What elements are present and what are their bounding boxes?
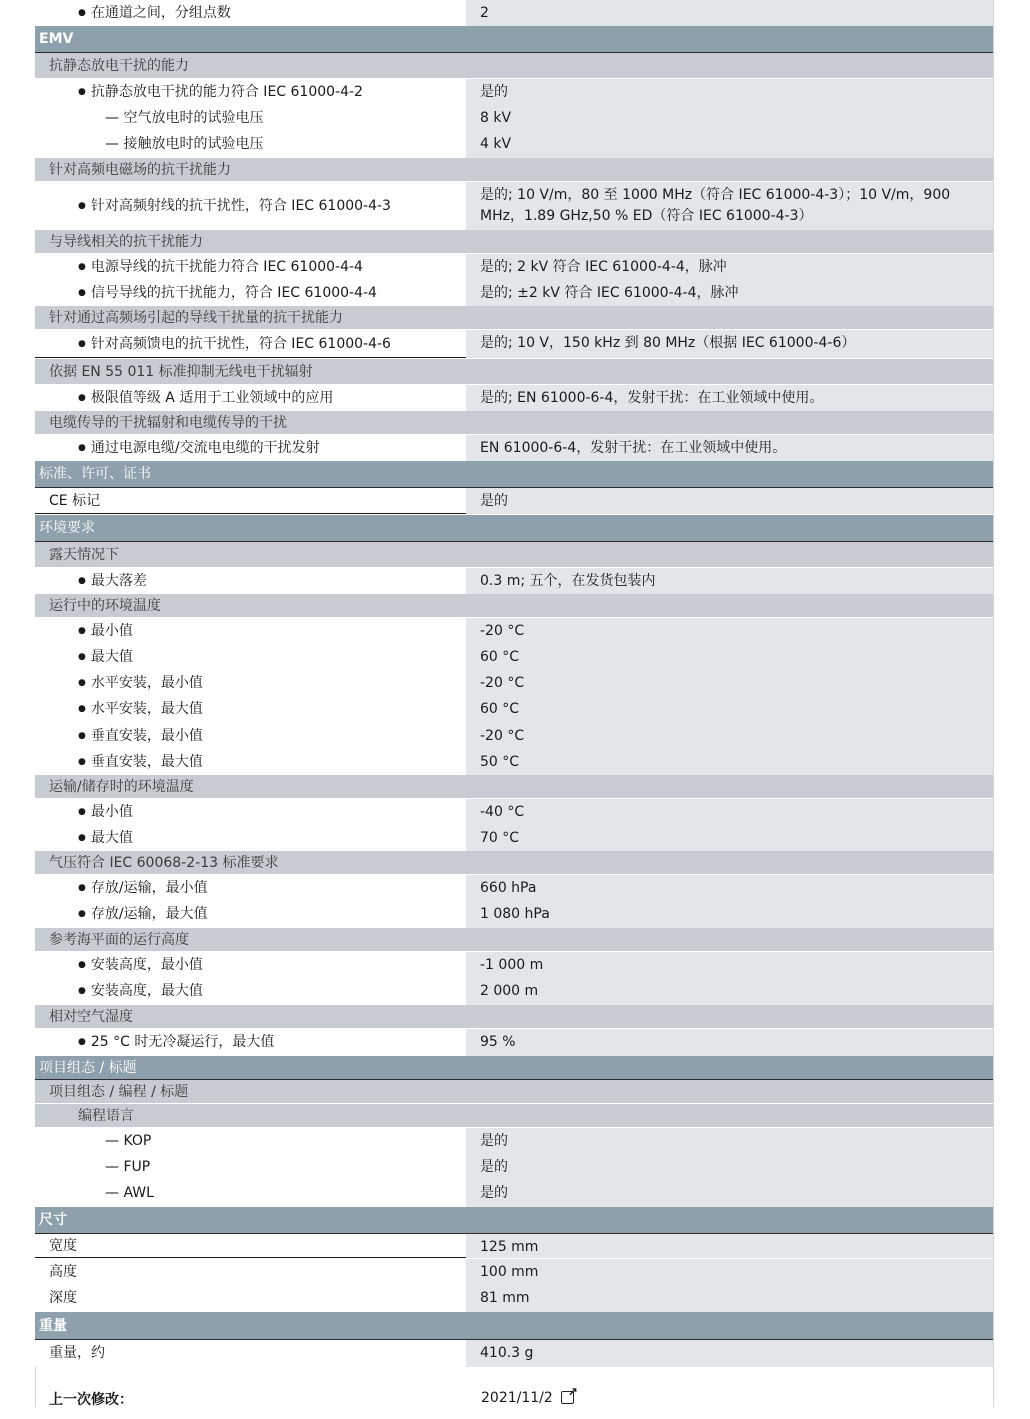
spec-label: ● 安装高度，最小值 [78, 957, 203, 973]
spec-row [35, 825, 994, 851]
group-header [35, 775, 994, 799]
spec-label: ● 最小值 [78, 804, 133, 820]
spec-row [35, 1154, 994, 1180]
spec-label: ● 25 °C 时无冷凝运行，最大值 [78, 1034, 274, 1050]
spec-label: ● 最大值 [78, 649, 133, 665]
group-title: 抗静态放电干扰的能力 [49, 58, 189, 74]
spec-row [35, 280, 994, 306]
group-title: 运行中的环境温度 [49, 598, 161, 614]
spec-row [35, 1340, 994, 1367]
spec-value: 60 °C [466, 696, 994, 723]
group-title: 气压符合 IEC 60068-2-13 标准要求 [49, 855, 279, 871]
spec-value: -40 °C [466, 799, 994, 825]
group-header [35, 411, 994, 435]
group-header [35, 359, 994, 385]
spec-value: 是的 [466, 1180, 994, 1207]
spec-label: ● 水平安装，最大值 [78, 701, 203, 717]
spec-label: ● 通过电源电缆/交流电电缆的干扰发射 [78, 440, 320, 456]
group-header [35, 594, 994, 618]
spec-label: ● 信号导线的抗干扰能力，符合 IEC 61000-4-4 [78, 285, 377, 301]
spec-label: — FUP [105, 1159, 150, 1175]
group-header [35, 53, 994, 79]
last-modified-label: 上一次修改： [49, 1392, 133, 1408]
spec-row [35, 1128, 994, 1154]
spec-row [35, 1285, 994, 1312]
spec-value: 95 % [466, 1029, 994, 1056]
group-header [35, 230, 994, 254]
spec-label: ● 电源导线的抗干扰能力符合 IEC 61000-4-4 [78, 259, 363, 275]
spec-row [35, 749, 994, 775]
group-title: 与导线相关的抗干扰能力 [49, 234, 203, 250]
group-title: 针对通过高频场引起的导线干扰量的抗干扰能力 [49, 310, 343, 326]
spec-label: ● 存放/运输，最大值 [78, 906, 208, 922]
spec-sheet [35, 0, 994, 1367]
spec-label: ● 针对高频射线的抗干扰性，符合 IEC 61000-4-3 [78, 198, 391, 214]
section-header [35, 26, 994, 53]
spec-value: 是的; 10 V/m，80 至 1000 MHz（符合 IEC 61000-4-3）；10 V/m，900 MHz，1.89 GHz,50 % ED（符合 IEC 61000-4-3） [466, 182, 994, 230]
last-modified-row [35, 1389, 994, 1409]
spec-value: 660 hPa [466, 875, 994, 901]
group-title: 参考海平面的运行高度 [49, 932, 189, 948]
group-title: 运输/储存时的环境温度 [49, 779, 194, 795]
spec-row [35, 385, 994, 411]
group-header [35, 1005, 994, 1029]
spec-row [35, 0, 994, 26]
spec-row [35, 644, 994, 670]
group-title: 露天情况下 [49, 547, 119, 563]
spec-label: ● 安装高度，最大值 [78, 983, 203, 999]
spec-label: CE 标记 [49, 493, 101, 509]
group-header [35, 1104, 994, 1128]
section-header [35, 461, 994, 488]
section-title: 尺寸 [39, 1212, 67, 1228]
spec-label: ● 最大落差 [78, 573, 147, 589]
spec-value: -1 000 m [466, 952, 994, 978]
spec-label: ● 极限值等级 A 适用于工业领域中的应用 [78, 390, 333, 406]
section-title: EMV [39, 31, 74, 47]
spec-value: 50 °C [466, 749, 994, 775]
spec-value: 410.3 g [466, 1340, 994, 1367]
spec-value: 60 °C [466, 644, 994, 670]
spec-label: ● 存放/运输，最小值 [78, 880, 208, 896]
spec-row [35, 618, 994, 644]
group-title: 编程语言 [78, 1108, 134, 1124]
external-link-icon[interactable] [561, 1391, 574, 1404]
spec-label: ● 最大值 [78, 830, 133, 846]
spec-row [35, 1029, 994, 1056]
spec-label: ● 最小值 [78, 623, 133, 639]
spec-label: 重量，约 [49, 1345, 105, 1361]
spec-value: 是的; ±2 kV 符合 IEC 61000-4-4，脉冲 [466, 280, 994, 306]
spec-value: 70 °C [466, 825, 994, 851]
spec-value: 是的 [466, 1154, 994, 1180]
spec-value: -20 °C [466, 618, 994, 644]
group-header [35, 1080, 994, 1104]
spec-value: 是的; 2 kV 符合 IEC 61000-4-4，脉冲 [466, 254, 994, 280]
spec-label: — AWL [105, 1185, 154, 1201]
spec-value: -20 °C [466, 670, 994, 696]
spec-value: 100 mm [466, 1259, 994, 1285]
spec-row [35, 182, 994, 230]
spec-row [35, 330, 994, 359]
spec-value: 4 kV [466, 131, 994, 158]
spec-row [35, 952, 994, 978]
spec-row [35, 105, 994, 131]
spec-label: ● 垂直安装，最大值 [78, 754, 203, 770]
spec-row [35, 568, 994, 594]
group-title: 项目组态 / 编程 / 标题 [49, 1084, 189, 1100]
spec-value: 125 mm [466, 1234, 994, 1258]
spec-row [35, 799, 994, 825]
spec-label: ● 抗静态放电干扰的能力符合 IEC 61000-4-2 [78, 84, 363, 100]
spec-value: 是的 [466, 488, 994, 514]
spec-row [35, 488, 994, 515]
last-modified-date: 2021/11/2 [481, 1390, 553, 1406]
section-title: 项目组态 / 标题 [39, 1060, 137, 1076]
spec-row [35, 254, 994, 280]
spec-value: 是的 [466, 79, 994, 105]
group-title: 依据 EN 55 011 标准抑制无线电干扰辐射 [49, 364, 313, 380]
spec-label: 深度 [49, 1290, 77, 1306]
spec-label: 高度 [49, 1264, 77, 1280]
group-header [35, 928, 994, 952]
spec-value: 是的; 10 V，150 kHz 到 80 MHz（根据 IEC 61000-4-6） [466, 330, 994, 358]
group-header [35, 851, 994, 875]
spec-value: 1 080 hPa [466, 901, 994, 928]
group-header [35, 158, 994, 182]
group-header [35, 542, 994, 568]
section-header [35, 1056, 994, 1080]
group-header [35, 306, 994, 330]
spec-label: — 接触放电时的试验电压 [105, 136, 263, 152]
group-title: 相对空气湿度 [49, 1009, 133, 1025]
spec-row [35, 79, 994, 105]
spec-row [35, 901, 994, 928]
spec-row [35, 670, 994, 696]
spec-value: 2 000 m [466, 978, 994, 1005]
section-title: 环境要求 [39, 520, 95, 536]
spec-label: 宽度 [49, 1238, 77, 1254]
spec-value: EN 61000-6-4，发射干扰：在工业领域中使用。 [466, 435, 994, 461]
spec-row [35, 131, 994, 158]
spec-row [35, 696, 994, 723]
group-title: 针对高频电磁场的抗干扰能力 [49, 162, 231, 178]
spec-label: — KOP [105, 1133, 151, 1149]
spec-row [35, 723, 994, 749]
group-title: 电缆传导的干扰辐射和电缆传导的干扰 [49, 415, 287, 431]
spec-label: ● 在通道之间，分组点数 [78, 5, 231, 21]
spec-row [35, 875, 994, 901]
spec-row [35, 435, 994, 461]
spec-row [35, 1180, 994, 1207]
section-header [35, 515, 994, 542]
spec-label: ● 垂直安装，最小值 [78, 728, 203, 744]
section-header [35, 1207, 994, 1234]
spec-label: ● 针对高频馈电的抗干扰性，符合 IEC 61000-4-6 [78, 336, 391, 352]
spec-value: 81 mm [466, 1285, 994, 1312]
spec-value: 2 [466, 0, 994, 26]
spec-value: 是的 [466, 1128, 994, 1154]
spec-row [35, 978, 994, 1005]
spec-row [35, 1234, 994, 1259]
spec-value: 是的; EN 61000-6-4，发射干扰：在工业领域中使用。 [466, 385, 994, 411]
spec-label: ● 水平安装，最小值 [78, 675, 203, 691]
spec-label: — 空气放电时的试验电压 [105, 110, 263, 126]
spec-value: -20 °C [466, 723, 994, 749]
section-header [35, 1312, 994, 1340]
spec-value: 0.3 m; 五个，在发货包装内 [466, 568, 994, 594]
section-title: 标准、许可、证书 [39, 466, 151, 482]
section-title: 重量 [39, 1318, 67, 1334]
spec-value: 8 kV [466, 105, 994, 131]
spec-row [35, 1259, 994, 1285]
